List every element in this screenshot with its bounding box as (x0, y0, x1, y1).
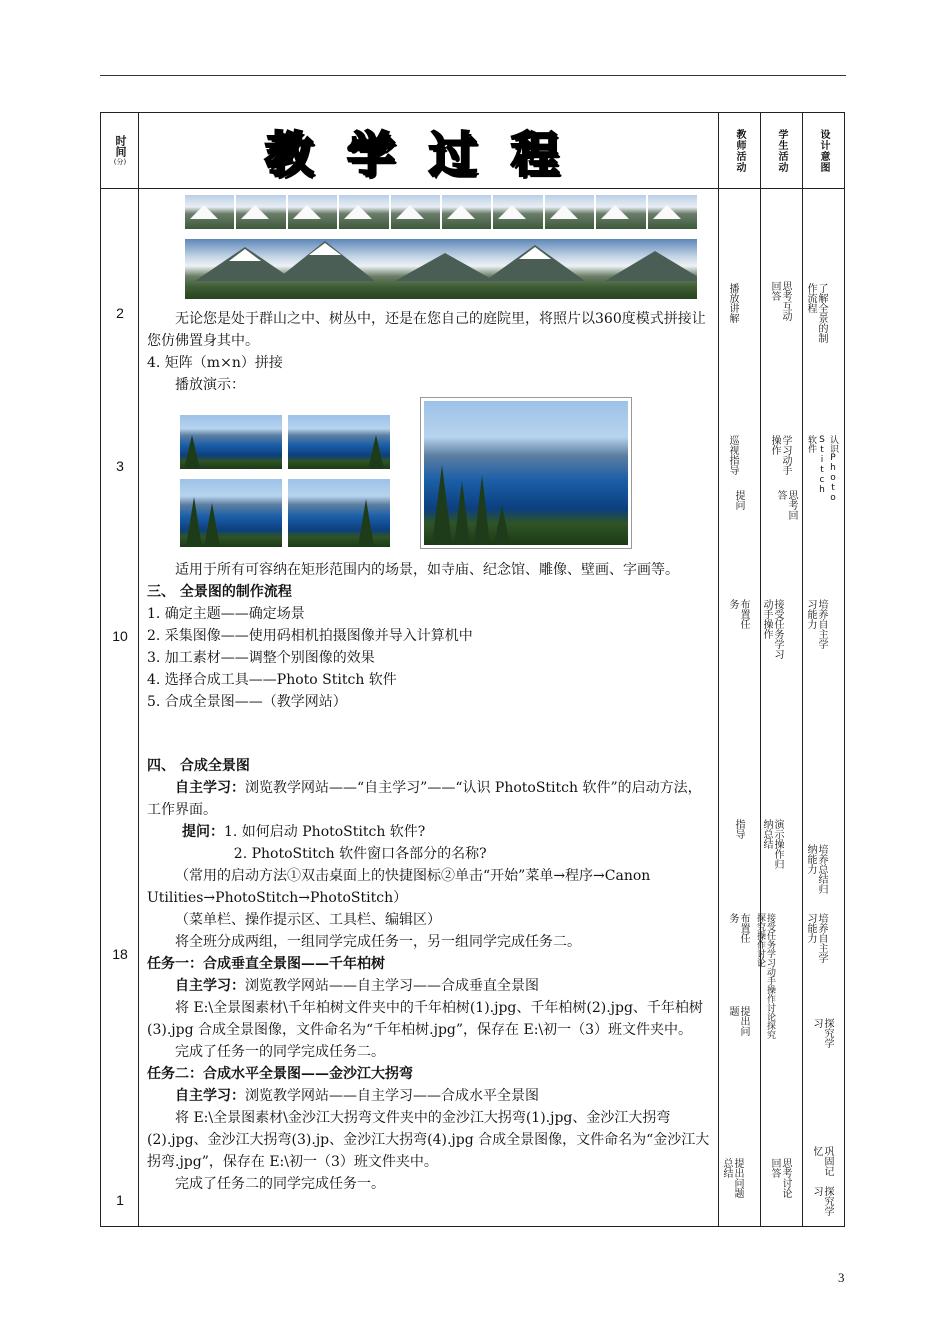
header-time-unit: (分) (113, 157, 127, 166)
design-intent: 培养自主学习能力 (805, 599, 827, 649)
source-photos (185, 195, 697, 229)
photo-thumbnail (391, 195, 440, 229)
header-rule (100, 75, 846, 76)
header-time-label: 时间 (114, 134, 127, 157)
time-value: 10 (112, 628, 128, 644)
header-teacher-activity: 教师活动 (734, 128, 745, 173)
step-item: 3. 加工素材——调整个别图像的效果 (147, 650, 375, 666)
label: 自主学习： (175, 1088, 245, 1104)
paragraph: 浏览教学网站——“自主学习”——“认识 PhotoStitch 软件”的启动方法，工作界面。 (147, 780, 702, 818)
student-activity: 思考互动回答 (769, 281, 791, 321)
question: 2. PhotoStitch 软件窗口各部分的名称? (233, 846, 487, 862)
content-block (147, 755, 715, 1195)
header-divider (101, 188, 844, 189)
page-number: 3 (838, 1270, 845, 1285)
section-heading: 四、 合成全景图 (147, 758, 250, 774)
step-item: 5. 合成全景图——（教学网站） (147, 694, 347, 710)
teacher-activity: 巡视指导 (727, 435, 738, 475)
student-activity: 接受任务学习动手操作讨论探究探究操作讨论 (755, 913, 775, 1039)
paragraph: 将 E:\全景图素材\千年柏树文件夹中的千年柏树(1).jpg、千年柏树(2).jpg、千年柏树(3).jpg 合成全景图像，文件命名为“千年柏树.jpg”，保存在 E:\初一（3）班文件夹中。 (147, 1000, 703, 1038)
panorama-image (185, 239, 697, 299)
header-design-intent: 设计意图 (818, 128, 829, 173)
design-intent: 培养总结归纳能力 (805, 844, 827, 894)
label: 自主学习： (175, 978, 245, 994)
paragraph: （常用的启动方法①双击桌面上的快捷图标②单击“开始”菜单→程序→Canon Utilities→PhotoStitch→PhotoStitch） (147, 868, 651, 906)
time-value: 1 (116, 1192, 124, 1208)
label: 提问： (182, 824, 224, 840)
photo-thumbnail (288, 195, 337, 229)
task-title: 任务一：合成垂直全景图——千年柏树 (147, 956, 385, 972)
paragraph: 播放演示： (175, 377, 245, 393)
photo-thumbnail (545, 195, 594, 229)
teacher-activity: 布置任务 (727, 913, 749, 943)
page-title: 教学过程 (264, 127, 593, 183)
matrix-tile-image (288, 415, 390, 469)
photo-thumbnail (442, 195, 491, 229)
photo-thumbnail (648, 195, 697, 229)
student-activity: 学习动手操作 (769, 435, 791, 475)
photo-thumbnail (339, 195, 388, 229)
photo-thumbnail (236, 195, 285, 229)
col-divider (802, 113, 803, 1226)
design-intent: 培养自主学习能力 (805, 913, 827, 963)
teacher-activity: 播放讲解 (727, 283, 738, 323)
photo-thumbnail (596, 195, 645, 229)
teacher-activity: 提出问题 (727, 1006, 749, 1036)
teacher-activity: 提问 (733, 490, 744, 510)
section-heading: 三、 全景图的制作流程 (147, 584, 292, 600)
header-time (101, 113, 139, 188)
header-title (139, 113, 719, 188)
paragraph: 完成了任务二的同学完成任务一。 (175, 1176, 385, 1192)
paragraph: 完成了任务一的同学完成任务二。 (175, 1044, 385, 1060)
matrix-tile-image (180, 415, 282, 469)
photo-thumbnail (493, 195, 542, 229)
paragraph: 浏览教学网站——自主学习——合成垂直全景图 (245, 978, 539, 994)
col-divider (718, 113, 719, 1226)
design-intent: 探究学习 (811, 1186, 833, 1216)
paragraph: 适用于所有可容纳在矩形范围内的场景，如寺庙、纪念馆、雕像、壁画、字画等。 (175, 562, 679, 578)
content-block (147, 559, 715, 713)
design-intent: 认识Photo Stitch软件 (806, 435, 838, 503)
student-activity: 演示操作归纳总结 (761, 819, 783, 869)
time-value: 2 (116, 305, 124, 321)
design-intent: 探究学习 (811, 1018, 833, 1048)
student-activity: 接受任务学习动手操作 (761, 599, 783, 659)
teacher-activity: 指导 (733, 819, 744, 839)
col-divider (760, 113, 761, 1226)
design-intent: 了解全景的制作流程 (805, 283, 827, 343)
col-divider (138, 113, 139, 1226)
time-value: 3 (116, 458, 124, 474)
teacher-activity: 提出问题总结 (721, 1158, 743, 1198)
label: 自主学习： (175, 780, 245, 796)
matrix-tile-image (288, 479, 390, 547)
step-item: 1. 确定主题——确定场景 (147, 606, 305, 622)
time-value: 18 (112, 946, 128, 962)
teacher-activity: 布置任务 (727, 599, 749, 629)
design-intent: 巩固记忆 (811, 1146, 833, 1176)
step-item: 4. 选择合成工具——Photo Stitch 软件 (147, 672, 397, 688)
paragraph: 将全班分成两组，一组同学完成任务一，另一组同学完成任务二。 (175, 934, 581, 950)
header-student-activity: 学生活动 (776, 128, 787, 173)
lesson-table (100, 112, 845, 1227)
student-activity: 思考讨论回答 (769, 1158, 791, 1198)
photo-thumbnail (185, 195, 234, 229)
paragraph: 浏览教学网站——自主学习——合成水平全景图 (245, 1088, 539, 1104)
content-block (147, 308, 715, 396)
student-activity: 思考回答 (775, 490, 797, 520)
task-title: 任务二：合成水平全景图——金沙江大拐弯 (147, 1066, 413, 1082)
paragraph: （菜单栏、操作提示区、工具栏、编辑区） (175, 912, 441, 928)
paragraph: 4. 矩阵（m×n）拼接 (147, 355, 283, 371)
paragraph: 将 E:\全景图素材\金沙江大拐弯文件夹中的金沙江大拐弯(1).jpg、金沙江大拐弯(2).jpg、金沙江大拐弯(3).jp、金沙江大拐弯(4).jpg 合成全景图像，文件命名为“金沙江大拐弯.jpg”，保存在 E:\初一（3）班文件夹中。 (147, 1110, 710, 1170)
question: 1. 如何启动 PhotoStitch 软件? (224, 824, 426, 840)
paragraph: 无论您是处于群山之中、树丛中，还是在您自己的庭院里，将照片以360度模式拼接让您仿佛置身其中。 (147, 311, 706, 349)
matrix-tile-image (180, 479, 282, 547)
stitched-lake-image (424, 401, 628, 545)
step-item: 2. 采集图像——使用码相机拍摄图像并导入计算机中 (147, 628, 473, 644)
